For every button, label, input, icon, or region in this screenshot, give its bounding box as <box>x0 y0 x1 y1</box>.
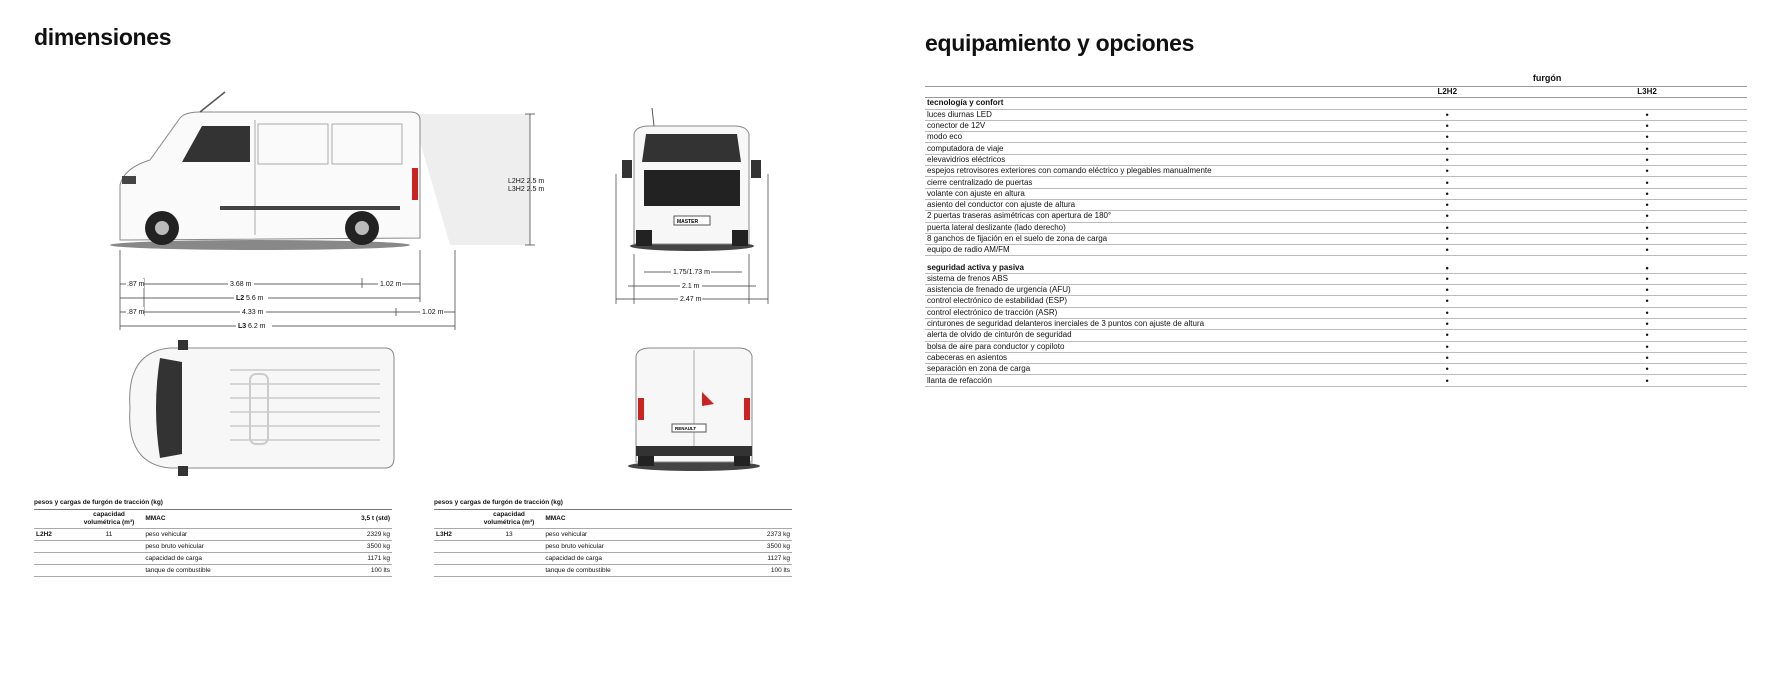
furgon-header: furgón <box>1347 70 1747 87</box>
equipment-section-header: seguridad activa y pasiva • • <box>925 262 1747 273</box>
feature-label: modo eco <box>925 132 1347 143</box>
availability-dot: • <box>1547 307 1747 318</box>
table-row <box>925 245 1747 256</box>
equipment-section-header <box>925 98 1747 109</box>
feature-label: asistencia de frenado de urgencia (AFU) <box>925 285 1347 296</box>
front-mirror-right <box>751 160 761 178</box>
top-windshield <box>156 358 182 458</box>
weights-table-l2h2 <box>34 499 392 577</box>
van-rear-view <box>622 342 766 472</box>
feature-label: cabeceras en asientos <box>925 352 1347 363</box>
front-mirror-left <box>622 160 632 178</box>
weights-header-row <box>34 510 392 529</box>
availability-dot: • <box>1347 120 1547 131</box>
availability-dot: • <box>1347 273 1547 284</box>
headlight <box>122 176 136 184</box>
table-row <box>925 352 1747 363</box>
section-title: seguridad activa y pasiva <box>925 262 1347 273</box>
height-label-l3h2: L3H2 2.5 m <box>508 186 545 193</box>
dim-row1-b: 3.68 m <box>230 281 252 288</box>
page-title-dimensions: dimensiones <box>34 24 172 50</box>
feature-label: asiento del conductor con ajuste de altura <box>925 199 1347 210</box>
table-row <box>925 364 1747 375</box>
table-row: peso bruto vehicular 3500 kg <box>434 541 792 553</box>
dim-row4-label: L3 <box>238 323 247 330</box>
table-row <box>925 211 1747 222</box>
van-side-view <box>110 90 580 340</box>
table-row <box>925 273 1747 284</box>
availability-dot: • <box>1547 233 1747 244</box>
dim-row3-a: .87 m <box>127 309 145 316</box>
feature-label: llanta de refacción <box>925 375 1347 386</box>
feature-label: 8 ganchos de fijación en el suelo de zona de carga <box>925 233 1347 244</box>
feature-label: bolsa de aire para conductor y copiloto <box>925 341 1347 352</box>
availability-dot: • <box>1347 318 1547 329</box>
table-row <box>925 222 1747 233</box>
table-row: peso bruto vehicular 3500 kg <box>34 541 392 553</box>
rear-hub <box>355 221 369 235</box>
antenna <box>200 92 225 112</box>
availability-dot: • <box>1347 177 1547 188</box>
feature-label: volante con ajuste en altura <box>925 188 1347 199</box>
table-row <box>925 330 1747 341</box>
tail-light <box>412 168 418 200</box>
availability-dot: • <box>1547 352 1747 363</box>
availability-dot: • <box>1347 341 1547 352</box>
table-row <box>925 143 1747 154</box>
availability-dot: • <box>1547 273 1747 284</box>
feature-label: equipo de radio AM/FM <box>925 245 1347 256</box>
feature-label: espejos retrovisores exteriores con comando eléctrico y plegables manualmente <box>925 166 1347 177</box>
table-row <box>925 307 1747 318</box>
feature-label: alerta de olvido de cinturón de seguridad <box>925 330 1347 341</box>
header-mmac: MMAC <box>543 510 723 529</box>
availability-dot: • <box>1347 364 1547 375</box>
availability-dot: • <box>1547 120 1747 131</box>
availability-dot: • <box>1347 154 1547 165</box>
table-row <box>925 166 1747 177</box>
availability-dot: • <box>1547 330 1747 341</box>
dim-row2-value: 5.6 m <box>246 295 264 302</box>
equipment-table <box>925 70 1747 387</box>
front-dim-b: 2.1 m <box>682 283 700 290</box>
availability-dot: • <box>1547 285 1747 296</box>
dim-row2-label: L2 <box>236 295 245 302</box>
table-row: L3H2 13 peso vehicular 2373 kg <box>434 529 792 541</box>
availability-dot: • <box>1547 222 1747 233</box>
weights-caption: pesos y cargas de furgón de tracción (kg) <box>34 499 163 506</box>
dim-row1-c: 1.02 m <box>380 281 402 288</box>
availability-dot: • <box>1347 285 1547 296</box>
availability-dot: • <box>1547 188 1747 199</box>
table-row: tanque de combustible 100 lts <box>434 565 792 577</box>
table-row: capacidad de carga 1171 kg <box>34 553 392 565</box>
availability-dot: • <box>1347 352 1547 363</box>
availability-dot: • <box>1547 154 1747 165</box>
capacity-value: 13 <box>475 529 544 541</box>
header-mmac: MMAC <box>143 510 323 529</box>
table-row <box>925 120 1747 131</box>
table-row <box>925 177 1747 188</box>
dim-row1-a: .87 m <box>127 281 145 288</box>
front-grille <box>644 170 740 206</box>
section-title: tecnología y confort <box>925 98 1347 109</box>
rear-plate-text: RENAULT <box>675 426 697 431</box>
availability-dot: • <box>1347 307 1547 318</box>
column-l3h2: L3H2 <box>1547 87 1747 98</box>
availability-dot: • <box>1547 166 1747 177</box>
table-row <box>925 233 1747 244</box>
table-row <box>925 132 1747 143</box>
header-capacity: capacidad volumétrica (m³) <box>75 510 144 529</box>
front-windshield <box>642 134 741 162</box>
availability-dot: • <box>1547 177 1747 188</box>
front-dim-a: 1.75/1.73 m <box>673 269 710 276</box>
table-row <box>925 285 1747 296</box>
availability-dot: • <box>1547 296 1747 307</box>
table-row <box>925 154 1747 165</box>
table-row: capacidad de carga 1127 kg <box>434 553 792 565</box>
availability-dot: • <box>1347 199 1547 210</box>
table-row <box>925 199 1747 210</box>
availability-dot: • <box>1347 296 1547 307</box>
feature-label: luces diurnas LED <box>925 109 1347 120</box>
feature-label: 2 puertas traseras asimétricas con apertura de 180° <box>925 211 1347 222</box>
feature-label: control electrónico de estabilidad (ESP) <box>925 296 1347 307</box>
availability-dot: • <box>1347 245 1547 256</box>
availability-dot: • <box>1347 375 1547 386</box>
availability-dot: • <box>1547 143 1747 154</box>
weights-table-l3h2 <box>434 499 792 577</box>
availability-dot: • <box>1547 341 1747 352</box>
availability-dot: • <box>1347 109 1547 120</box>
feature-label: control electrónico de tracción (ASR) <box>925 307 1347 318</box>
availability-dot: • <box>1547 132 1747 143</box>
table-row <box>925 109 1747 120</box>
availability-dot: • <box>1347 222 1547 233</box>
weights-caption: pesos y cargas de furgón de tracción (kg) <box>434 499 563 506</box>
model-name: L3H2 <box>434 529 475 541</box>
table-row: tanque de combustible 100 lts <box>34 565 392 577</box>
availability-dot: • <box>1347 166 1547 177</box>
table-row <box>925 341 1747 352</box>
front-plate-text: MASTER <box>677 219 699 225</box>
dim-row3-b: 4.33 m <box>242 309 264 316</box>
front-dim-c: 2.47 m <box>680 296 702 303</box>
feature-label: elevavidrios eléctricos <box>925 154 1347 165</box>
table-row <box>925 318 1747 329</box>
feature-label: cierre centralizado de puertas <box>925 177 1347 188</box>
feature-label: puerta lateral deslizante (lado derecho) <box>925 222 1347 233</box>
availability-dot: • <box>1547 364 1747 375</box>
van-top-view <box>120 338 400 478</box>
feature-label: sistema de frenos ABS <box>925 273 1347 284</box>
equipment-group-header <box>925 70 1747 87</box>
availability-dot: • <box>1547 109 1747 120</box>
header-std: 3,5 t (std) <box>323 510 392 529</box>
availability-dot: • <box>1547 211 1747 222</box>
dim-row4-value: 6.2 m <box>248 323 266 330</box>
availability-dot: • <box>1347 211 1547 222</box>
feature-label: separación en zona de carga <box>925 364 1347 375</box>
availability-dot: • <box>1347 143 1547 154</box>
table-row <box>925 296 1747 307</box>
table-row <box>925 188 1747 199</box>
column-l2h2: L2H2 <box>1347 87 1547 98</box>
table-row: L2H2 11 peso vehicular 2329 kg <box>34 529 392 541</box>
model-name: L2H2 <box>34 529 75 541</box>
front-hub <box>155 221 169 235</box>
availability-dot: • <box>1547 199 1747 210</box>
page-title-equipment: equipamiento y opciones <box>925 30 1195 56</box>
weights-header-row <box>434 510 792 529</box>
header-capacity: capacidad volumétrica (m³) <box>475 510 544 529</box>
dim-row3-c: 1.02 m <box>422 309 444 316</box>
availability-dot: • <box>1347 330 1547 341</box>
availability-dot: • <box>1547 375 1747 386</box>
feature-label: computadora de viaje <box>925 143 1347 154</box>
table-row <box>925 375 1747 386</box>
van-front-view <box>614 104 774 304</box>
availability-dot: • <box>1547 318 1747 329</box>
availability-dot: • <box>1547 245 1747 256</box>
feature-label: conector de 12V <box>925 120 1347 131</box>
height-label-l2h2: L2H2 2.5 m <box>508 178 545 185</box>
capacity-value: 11 <box>75 529 144 541</box>
equipment-column-header <box>925 87 1747 98</box>
availability-dot: • <box>1347 132 1547 143</box>
length-dims <box>120 250 455 330</box>
availability-dot: • <box>1347 188 1547 199</box>
availability-dot: • <box>1347 233 1547 244</box>
feature-label: cinturones de seguridad delanteros inerciales de 3 puntos con ajuste de altura <box>925 318 1347 329</box>
